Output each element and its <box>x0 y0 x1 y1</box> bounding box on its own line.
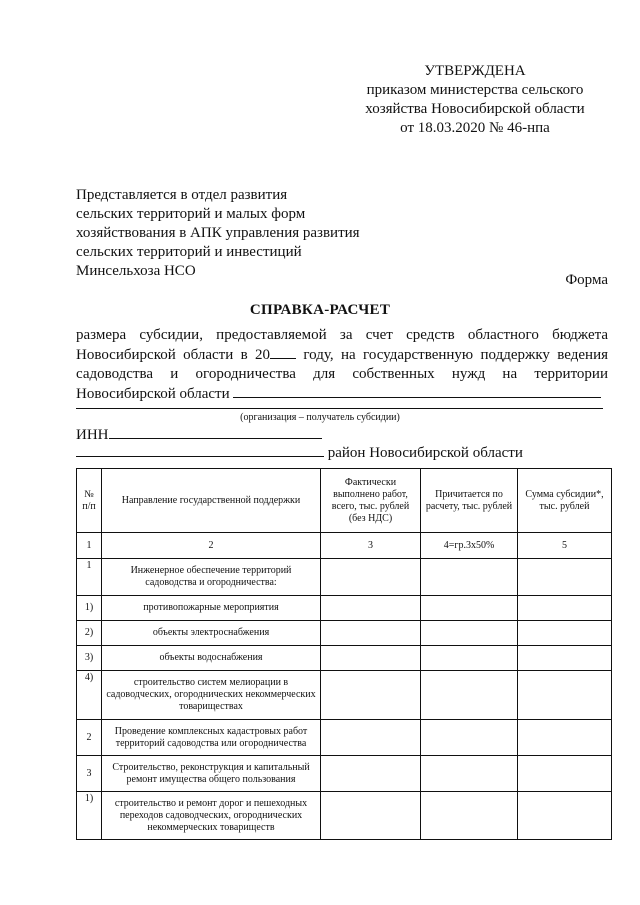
cell-due[interactable] <box>421 559 518 596</box>
row-num: 3 <box>77 756 102 792</box>
cell-sum[interactable] <box>518 646 612 671</box>
year-prefix: Новосибирской области в 20 <box>76 347 271 363</box>
cell-actual[interactable] <box>321 671 421 720</box>
description-line: садоводства и огородничества для собственных нужд на территории <box>76 366 608 382</box>
cell-due[interactable] <box>421 596 518 621</box>
district-field[interactable] <box>76 443 324 457</box>
cell-sum[interactable] <box>518 559 612 596</box>
table-header-row <box>77 469 612 533</box>
column-number: 4=гр.3х50% <box>421 533 518 559</box>
row-num: 3) <box>77 646 102 671</box>
inn-row <box>76 425 322 445</box>
row-name: Строительство, реконструкция и капитальный ремонт имущества общего пользования <box>102 756 321 792</box>
form-label: Форма <box>565 272 608 288</box>
cell-sum[interactable] <box>518 720 612 756</box>
cell-sum[interactable] <box>518 792 612 840</box>
row-num: 1 <box>77 559 102 596</box>
cell-actual[interactable] <box>321 559 421 596</box>
cell-actual[interactable] <box>321 792 421 840</box>
organization-blank[interactable] <box>233 384 601 398</box>
header-num: № п/п <box>77 469 102 533</box>
approval-line: от 18.03.2020 № 46-нпа <box>400 120 550 136</box>
approval-line: хозяйства Новосибирской области <box>365 101 585 117</box>
row-name: Проведение комплексных кадастровых работ территорий садоводства или огородничества <box>102 720 321 756</box>
description-paragraph <box>76 326 608 404</box>
organization-note: (организация – получатель субсидии) <box>240 412 400 423</box>
cell-actual[interactable] <box>321 596 421 621</box>
inn-label: ИНН <box>76 427 109 443</box>
cell-due[interactable] <box>421 756 518 792</box>
table-row <box>77 596 612 621</box>
table-row <box>77 720 612 756</box>
table-row <box>77 559 612 596</box>
cell-due[interactable] <box>421 621 518 646</box>
district-row <box>76 443 523 463</box>
table-row <box>77 621 612 646</box>
submitted-to-line: сельских территорий и малых форм <box>76 206 306 222</box>
approval-line: приказом министерства сельского <box>366 82 584 98</box>
region-text: Новосибирской области <box>76 386 230 402</box>
cell-sum[interactable] <box>518 621 612 646</box>
cell-sum[interactable] <box>518 756 612 792</box>
description-line <box>76 345 608 365</box>
document-title: СПРАВКА-РАСЧЕТ <box>249 302 391 318</box>
cell-due[interactable] <box>421 646 518 671</box>
description-line: размера субсидии, предоставляемой за счет средств областного бюджета <box>76 327 608 343</box>
column-number: 3 <box>321 533 421 559</box>
column-number: 1 <box>77 533 102 559</box>
row-num: 2 <box>77 720 102 756</box>
submitted-to-line: Представляется в отдел развития <box>76 187 288 203</box>
row-name: объекты электроснабжения <box>102 621 321 646</box>
district-suffix: район Новосибирской области <box>327 445 523 461</box>
subsidy-table <box>76 468 612 840</box>
cell-sum[interactable] <box>518 596 612 621</box>
cell-sum[interactable] <box>518 671 612 720</box>
header-direction: Направление государственной поддержки <box>102 469 321 533</box>
submitted-to-line: хозяйствования в АПК управления развития <box>76 225 360 241</box>
year-suffix: году, на государственную поддержку ведения <box>303 347 608 363</box>
submitted-to-block <box>76 186 416 281</box>
row-num: 1) <box>77 792 102 840</box>
column-number: 5 <box>518 533 612 559</box>
cell-actual[interactable] <box>321 646 421 671</box>
cell-actual[interactable] <box>321 720 421 756</box>
row-name: противопожарные мероприятия <box>102 596 321 621</box>
header-actual: Фактически выполнено работ, всего, тыс. рублей (без НДС) <box>321 469 421 533</box>
inn-field[interactable] <box>109 425 322 439</box>
row-num: 4) <box>77 671 102 720</box>
submitted-to-line: Минсельхоза НСО <box>76 263 196 279</box>
approval-title: УТВЕРЖДЕНА <box>424 63 526 79</box>
submitted-to-line: сельских территорий и инвестиций <box>76 244 302 260</box>
header-due: Причитается по расчету, тыс. рублей <box>421 469 518 533</box>
table-row <box>77 792 612 840</box>
year-blank[interactable] <box>270 345 296 359</box>
cell-due[interactable] <box>421 792 518 840</box>
row-name: строительство систем мелиорации в садоводческих, огороднических некоммерческих товариществах <box>102 671 321 720</box>
approval-block <box>330 62 620 138</box>
row-name: строительство и ремонт дорог и пешеходных переходов садоводческих, огороднических некоммерческих товариществ <box>102 792 321 840</box>
row-num: 1) <box>77 596 102 621</box>
organization-blank-line[interactable] <box>76 408 603 409</box>
column-number: 2 <box>102 533 321 559</box>
table-row <box>77 671 612 720</box>
row-name: Инженерное обеспечение территорий садоводства и огородничества: <box>102 559 321 596</box>
cell-actual[interactable] <box>321 621 421 646</box>
column-number-row <box>77 533 612 559</box>
table-row <box>77 756 612 792</box>
table-row <box>77 646 612 671</box>
cell-due[interactable] <box>421 671 518 720</box>
header-sum: Сумма субсидии*, тыс. рублей <box>518 469 612 533</box>
row-num: 2) <box>77 621 102 646</box>
row-name: объекты водоснабжения <box>102 646 321 671</box>
cell-due[interactable] <box>421 720 518 756</box>
description-line <box>76 384 608 404</box>
cell-actual[interactable] <box>321 756 421 792</box>
